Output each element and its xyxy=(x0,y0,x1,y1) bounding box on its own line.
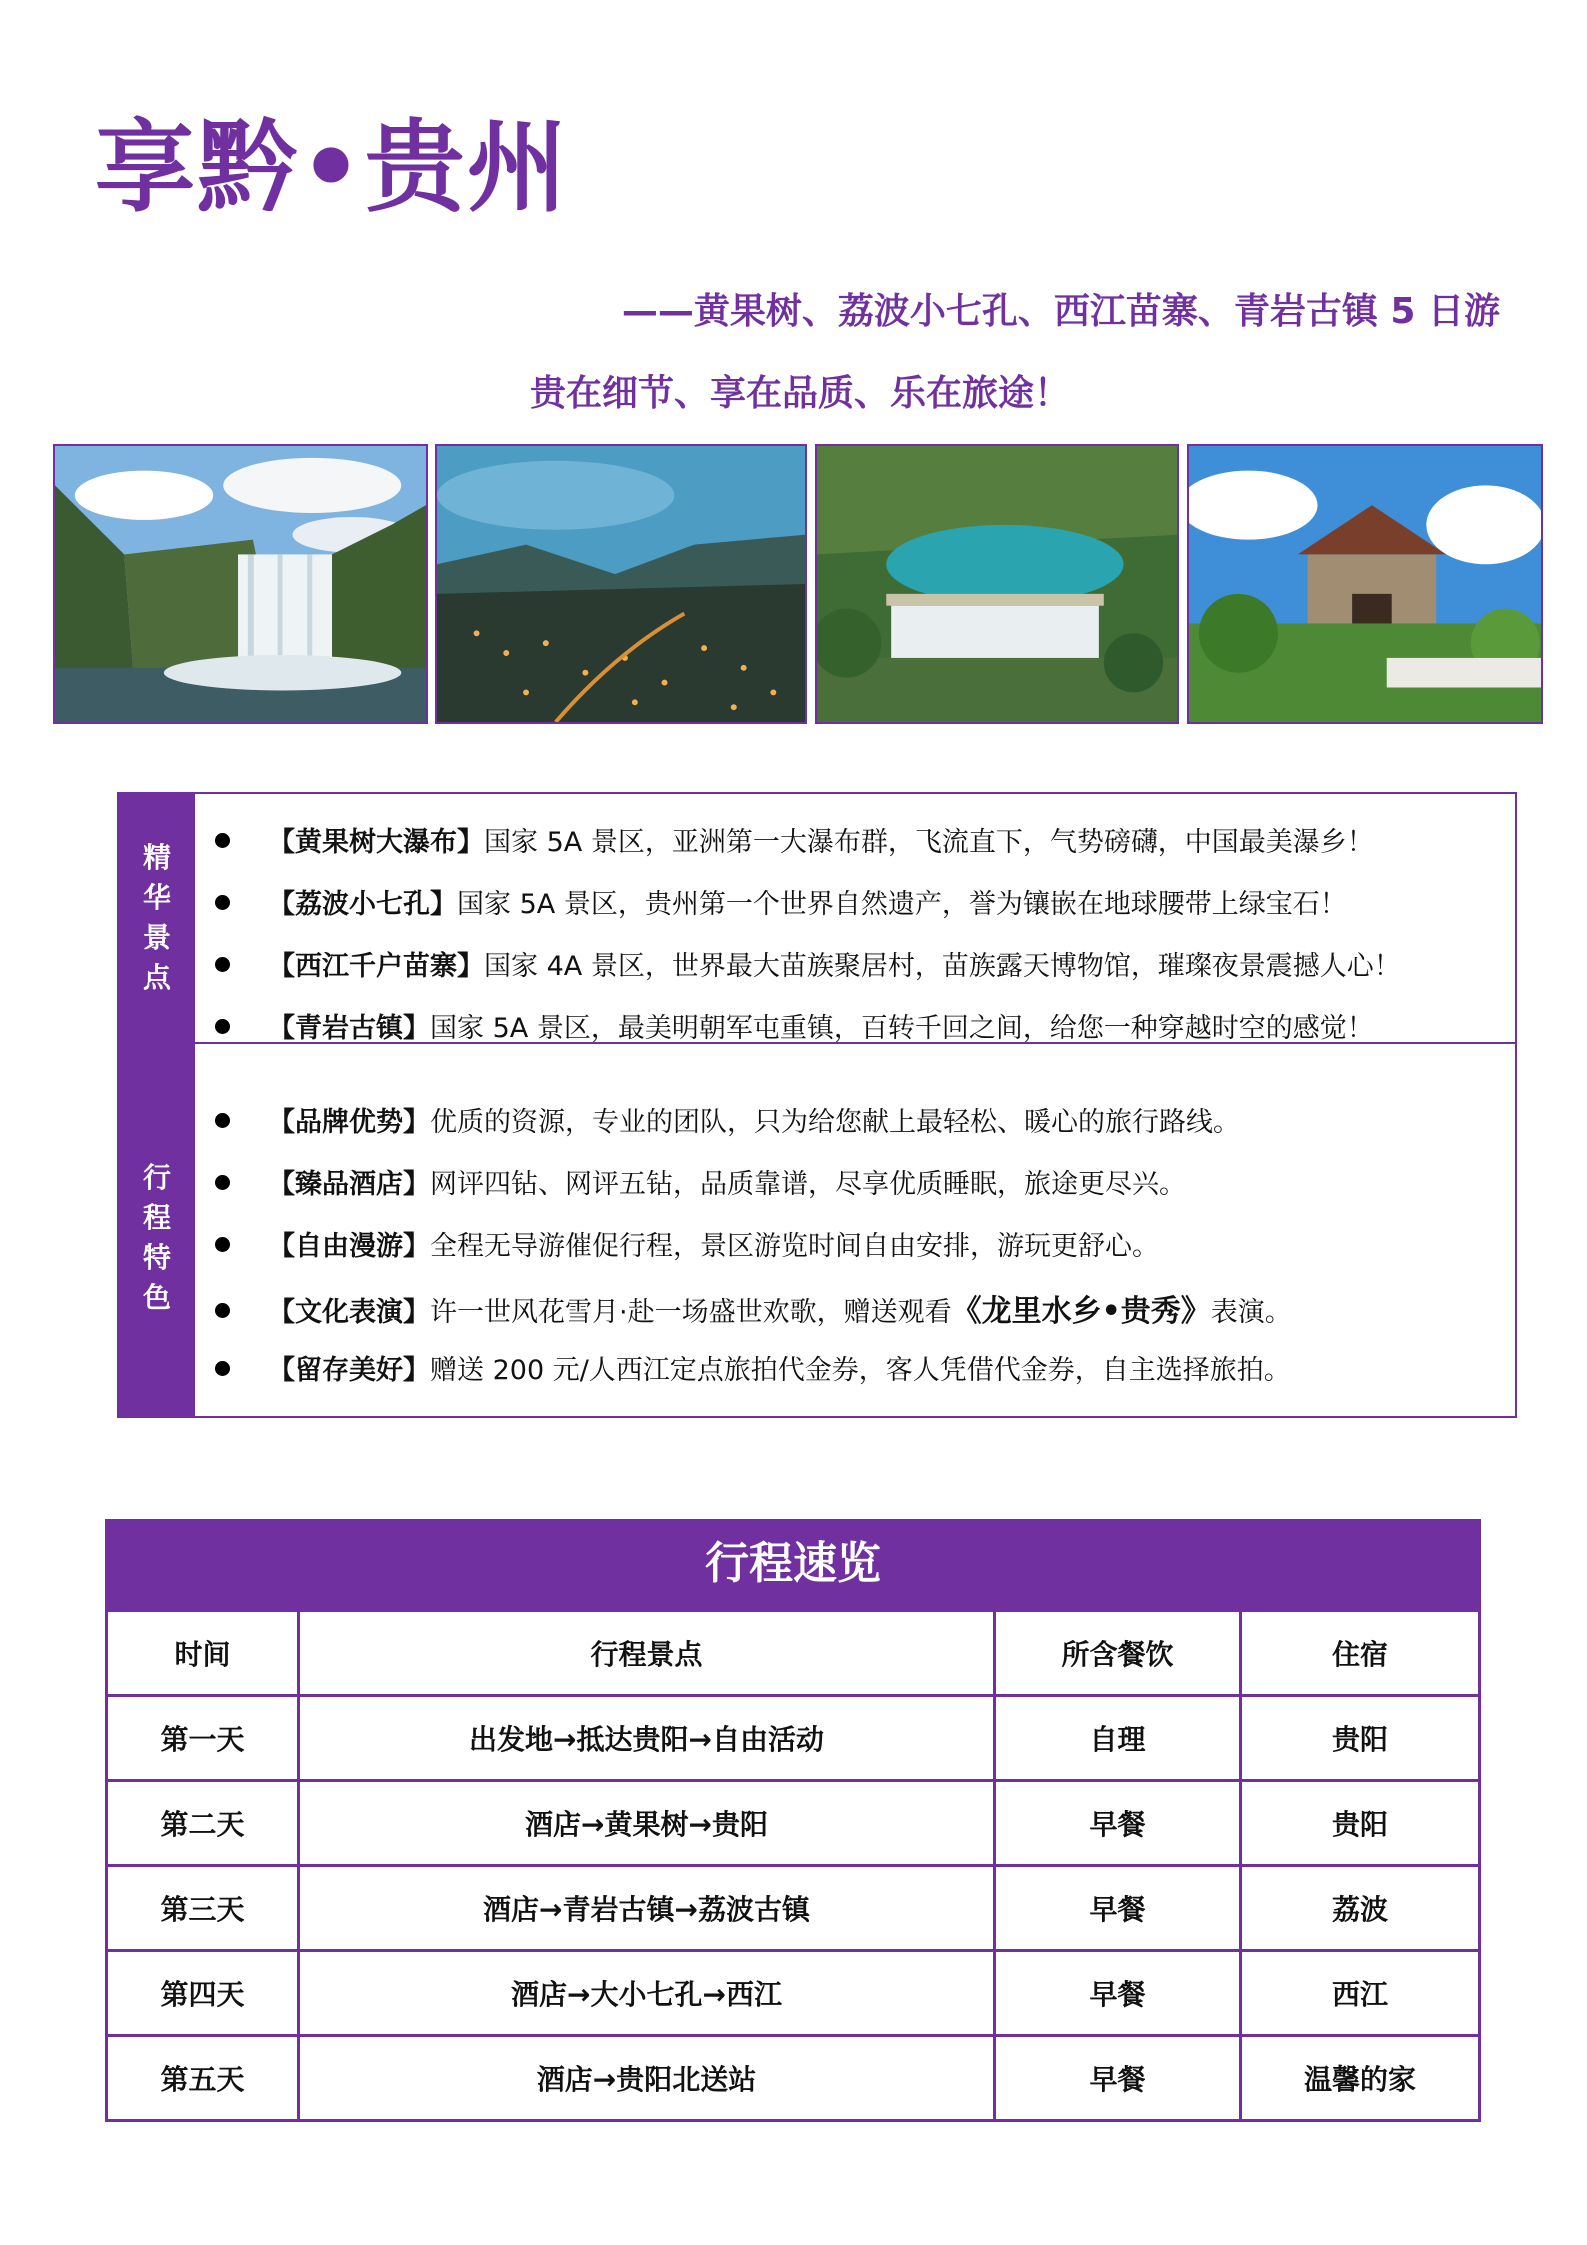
bullet-icon xyxy=(215,895,230,910)
highlights-box xyxy=(117,792,1517,1418)
column-header: 时间 xyxy=(107,1611,299,1696)
table-header-row xyxy=(107,1611,1480,1696)
bullet-icon xyxy=(215,833,230,848)
column-header: 行程景点 xyxy=(299,1611,995,1696)
table-cell: 贵阳 xyxy=(1241,1781,1480,1866)
column-header: 住宿 xyxy=(1241,1611,1480,1696)
table-cell: 温馨的家 xyxy=(1241,2036,1480,2121)
feature-item: 【自由漫游】全程无导游催促行程，景区游览时间自由安排，游玩更舒心。 xyxy=(215,1224,1159,1263)
bullet-icon xyxy=(215,1303,230,1318)
page-subtitle: ——黄果树、荔波小七孔、西江苗寨、青岩古镇 5 日游 xyxy=(621,291,1500,332)
highlight-item: 【西江千户苗寨】国家 4A 景区，世界最大苗族聚居村，苗族露天博物馆，璀璨夜景震撼人心！ xyxy=(215,944,1401,983)
table-cell: 酒店→青岩古镇→荔波古镇 xyxy=(299,1866,995,1951)
table-cell: 早餐 xyxy=(995,1781,1241,1866)
table-row xyxy=(107,1781,1480,1866)
column-header: 所含餐饮 xyxy=(995,1611,1241,1696)
table-row xyxy=(107,2036,1480,2121)
bullet-icon xyxy=(215,1175,230,1190)
table-cell: 酒店→黄果树→贵阳 xyxy=(299,1781,995,1866)
table-cell: 荔波 xyxy=(1241,1866,1480,1951)
blue-pool-weir-photo xyxy=(815,444,1179,724)
bullet-icon xyxy=(215,1361,230,1376)
table-cell: 第二天 xyxy=(107,1781,299,1866)
features-section-label: 行 程 特 色 xyxy=(142,1161,171,1314)
itinerary-title: 行程速览 xyxy=(105,1519,1481,1609)
slogan: 贵在细节、享在品质、乐在旅途！ xyxy=(530,373,1071,414)
table-cell: 早餐 xyxy=(995,1866,1241,1951)
table-cell: 出发地→抵达贵阳→自由活动 xyxy=(299,1696,995,1781)
table-cell: 第四天 xyxy=(107,1951,299,2036)
table-cell: 酒店→大小七孔→西江 xyxy=(299,1951,995,2036)
feature-item: 【臻品酒店】网评四钻、网评五钻，品质靠谱，尽享优质睡眠，旅途更尽兴。 xyxy=(215,1162,1186,1201)
table-cell: 第三天 xyxy=(107,1866,299,1951)
highlight-item: 【青岩古镇】国家 5A 景区，最美明朝军屯重镇，百转千回之间，给您一种穿越时空的感觉！ xyxy=(215,1006,1374,1045)
table-cell: 第一天 xyxy=(107,1696,299,1781)
table-row xyxy=(107,1866,1480,1951)
table-cell: 西江 xyxy=(1241,1951,1480,2036)
highlight-item: 【黄果树大瀑布】国家 5A 景区，亚洲第一大瀑布群，飞流直下，气势磅礴，中国最美瀑乡！ xyxy=(215,820,1374,859)
bullet-icon xyxy=(215,1237,230,1252)
table-cell: 第五天 xyxy=(107,2036,299,2121)
bullet-icon xyxy=(215,1019,230,1034)
table-cell: 酒店→贵阳北送站 xyxy=(299,2036,995,2121)
page-title: 享黔•贵州 xyxy=(95,109,569,226)
bullet-icon xyxy=(215,1113,230,1128)
highlights-section-label: 精 华 景 点 xyxy=(142,841,171,994)
ancient-town-gate-photo xyxy=(1187,444,1543,724)
miao-village-night-photo xyxy=(435,444,807,724)
feature-item: 【品牌优势】优质的资源，专业的团队，只为给您献上最轻松、暖心的旅行路线。 xyxy=(215,1100,1240,1139)
itinerary-table xyxy=(105,1519,1481,2122)
table-row xyxy=(107,1951,1480,2036)
feature-item: 【留存美好】赠送 200 元/人西江定点旅拍代金券，客人凭借代金券，自主选择旅拍。 xyxy=(215,1348,1291,1387)
table-cell: 早餐 xyxy=(995,2036,1241,2121)
table-cell: 自理 xyxy=(995,1696,1241,1781)
table-cell: 早餐 xyxy=(995,1951,1241,2036)
table-row xyxy=(107,1696,1480,1781)
highlight-item: 【荔波小七孔】国家 5A 景区，贵州第一个世界自然遗产，誉为镶嵌在地球腰带上绿宝石！ xyxy=(215,882,1347,921)
table-cell: 贵阳 xyxy=(1241,1696,1480,1781)
bullet-icon xyxy=(215,957,230,972)
waterfall-photo xyxy=(53,444,428,724)
feature-item: 【文化表演】许一世风花雪月·赴一场盛世欢歌，赠送观看《龙里水乡•贵秀》表演。 xyxy=(215,1286,1292,1330)
